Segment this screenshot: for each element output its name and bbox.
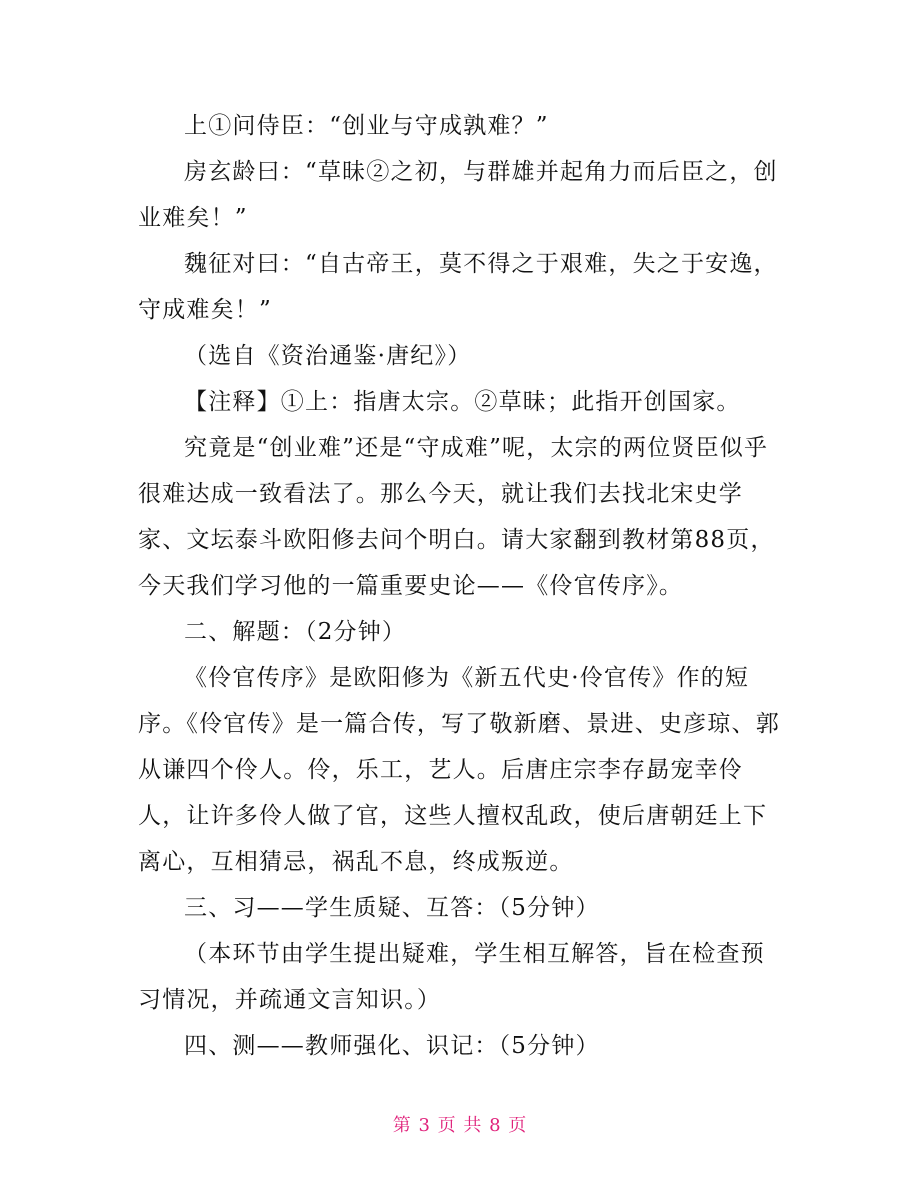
- paragraph-wei-zheng: 魏征对曰：“自古帝王，莫不得之于艰难，失之于安逸，守成难矣！”: [138, 251, 778, 323]
- paragraph-explanation: 《伶官传序》是欧阳修为《新五代史·伶官传》作的短序。《伶官传》是一篇合传，写了敬新磨、景进、史彦琼、郭从谦四个伶人。伶，乐工，艺人。后唐庄宗李存勗宠幸伶人，让许多伶人做了官，这些人擅权乱政，使后唐朝廷上下离心，互相猜忌，祸乱不息，终成叛逆。: [138, 665, 780, 875]
- paragraph-practice-note: （本环节由学生提出疑难，学生相互解答，旨在检查预习情况，并疏通文言知识。）: [138, 941, 765, 1013]
- section-heading-test: 四、测——教师强化、识记：（5分钟）: [184, 1033, 600, 1059]
- section-heading-explanation: 二、解题：（2分钟）: [184, 619, 407, 645]
- paragraph-source: （选自《资治通鉴·唐纪》）: [184, 343, 472, 369]
- paragraph-annotation: 【注释】①上：指唐太宗。②草昧；此指开创国家。: [184, 389, 741, 415]
- document-body: [138, 103, 786, 1069]
- page-number-footer: 第 3 页 共 8 页: [392, 1115, 528, 1136]
- paragraph-introduction: 究竟是“创业难”还是“守成难”呢，太宗的两位贤臣似乎很难达成一致看法了。那么今天，就让我们去找北宋史学家、文坛泰斗欧阳修去问个明白。请大家翻到教材第88页，今天我们学习他的一篇重要史论——《伶官传序》。: [138, 435, 775, 599]
- paragraph-fang-xuanling: 房玄龄曰：“草昧②之初，与群雄并起角力而后臣之，创业难矣！”: [138, 159, 778, 231]
- paragraph-question: 上①问侍臣：“创业与守成孰难？”: [184, 113, 549, 139]
- section-heading-practice: 三、习——学生质疑、互答：（5分钟）: [184, 895, 600, 921]
